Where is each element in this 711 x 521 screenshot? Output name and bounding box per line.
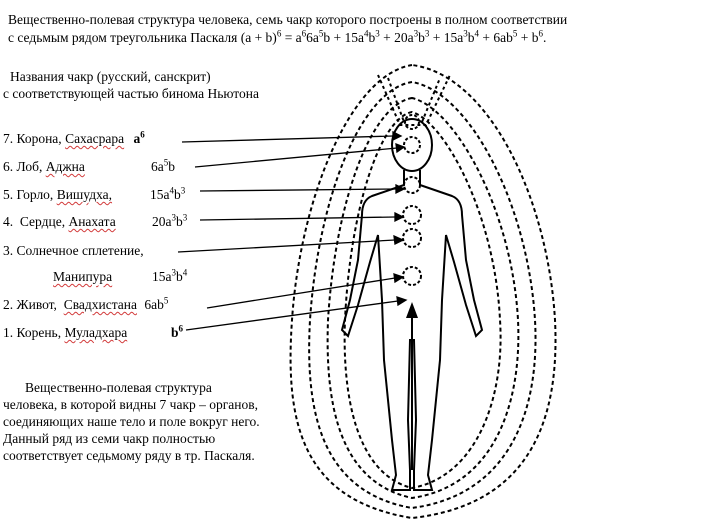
chakra-circle-2	[403, 267, 421, 285]
chakra-term-1: $b^6$	[171, 323, 184, 340]
chakra-circle-4	[403, 206, 421, 224]
chakra-circles	[403, 115, 421, 285]
chakra-term-3: $15a^3b^4$	[152, 267, 188, 284]
chakra-label-2: 2. Живот, Свадхистана $6ab^5$	[3, 295, 169, 312]
chakra-label-7: 7. Корона, Сахасрара $a^6$	[3, 129, 145, 146]
aura-field	[291, 65, 556, 518]
chakra-term-5: $15a^4b^3$	[150, 185, 186, 202]
chakra-label-3: 3. Солнечное сплетение,	[3, 243, 144, 258]
exponent: 6	[276, 28, 282, 39]
subheading-line2: с соответствующей частью бинома Ньютона	[3, 86, 259, 101]
chakra-label-1: 1. Корень, Муладхара	[3, 325, 128, 340]
description-paragraph: Вещественно-полевая структура человека, в которой видны 7 чакр – органов, соединяющих наше тело и поле вокруг него. Данный ряд из семи чакр полностью соответствует седьмому ряду в тр. Паскаля.	[3, 380, 260, 463]
chakra-circle-7	[405, 115, 419, 129]
page-title-line2: с седьмым рядом треугольника Паскаля $(a + b)^6 = a^66a^5b + 15a^4b^3 + 20a^3b^3 + 15a^3b^4 + 6ab^5 + b^6$.	[8, 28, 547, 45]
chakra-label-5: 5. Горло, Вишудха,	[3, 187, 113, 202]
pointer-lines	[178, 132, 406, 330]
chakra-label-4: 4. Сердце, Анахата	[3, 214, 116, 229]
chakra-term-6: $6a^5b$	[151, 157, 175, 174]
crown-cone	[378, 75, 450, 125]
chakra-circle-6	[404, 137, 420, 153]
subheading-line1: Названия чакр (русский, санскрит)	[10, 69, 211, 84]
page-title-line1: Вещественно-полевая структура человека, семь чакр которого построены в полном соответствии	[8, 12, 568, 27]
chakra-term-4: $20a^3b^3$	[152, 212, 188, 229]
chakra-circle-3	[403, 229, 421, 247]
chakra-label-3-sanskrit: Манипура	[53, 269, 113, 284]
channel-arrow	[406, 302, 418, 318]
chakra-label-6: 6. Лоб, Аджна	[3, 159, 85, 174]
chakra-circle-5	[404, 177, 420, 193]
